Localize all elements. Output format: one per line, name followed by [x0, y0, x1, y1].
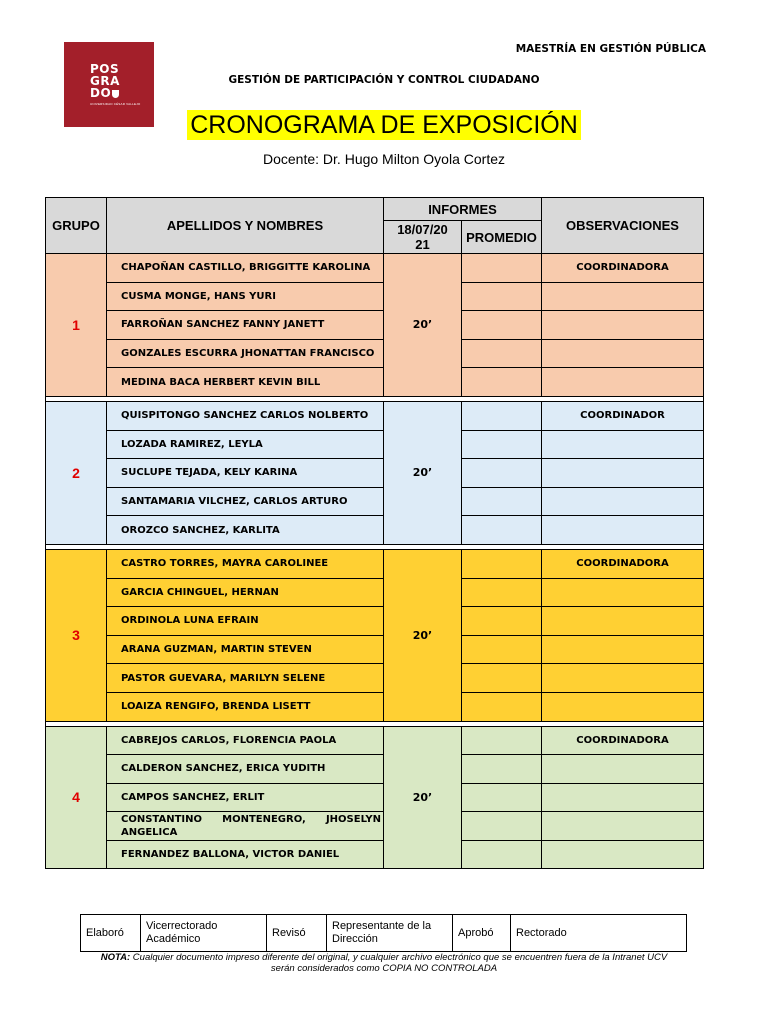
exposition-time: 20’ — [384, 726, 462, 869]
table-row — [46, 664, 704, 693]
group-number: 3 — [46, 549, 107, 721]
elaboro-value: Vicerrectorado Académico — [141, 915, 267, 952]
observation-cell: COORDINADOR — [542, 401, 704, 430]
logo-subtitle: UNIVERSIDAD CÉSAR VALLEJO — [90, 102, 141, 106]
table-row — [46, 840, 704, 869]
shield-icon — [112, 90, 119, 98]
promedio-cell — [462, 755, 542, 784]
observation-cell — [542, 840, 704, 869]
observation-cell — [542, 607, 704, 636]
page-title: CRONOGRAMA DE EXPOSICIÓN — [187, 110, 581, 140]
table-row — [46, 430, 704, 459]
observation-cell — [542, 635, 704, 664]
header-informes: INFORMES — [384, 198, 542, 221]
promedio-cell — [462, 635, 542, 664]
promedio-cell — [462, 254, 542, 283]
observation-cell — [542, 339, 704, 368]
observation-cell — [542, 812, 704, 841]
promedio-cell — [462, 516, 542, 545]
observation-cell — [542, 516, 704, 545]
table-row — [46, 549, 704, 578]
table-row — [46, 459, 704, 488]
table-row — [46, 755, 704, 784]
member-name: CAMPOS SANCHEZ, ERLIT — [107, 783, 384, 812]
group-number: 1 — [46, 254, 107, 397]
table-row — [46, 487, 704, 516]
reviso-value: Representante de la Dirección — [327, 915, 453, 952]
observation-cell — [542, 692, 704, 721]
member-name: GONZALES ESCURRA JHONATTAN FRANCISCO — [107, 339, 384, 368]
table-row — [46, 726, 704, 755]
observation-cell — [542, 430, 704, 459]
observation-cell: COORDINADORA — [542, 549, 704, 578]
exposition-time: 20’ — [384, 549, 462, 721]
observation-cell: COORDINADORA — [542, 726, 704, 755]
promedio-cell — [462, 607, 542, 636]
table-row — [46, 282, 704, 311]
promedio-cell — [462, 692, 542, 721]
member-name: FERNANDEZ BALLONA, VICTOR DANIEL — [107, 840, 384, 869]
member-name: SANTAMARIA VILCHEZ, CARLOS ARTURO — [107, 487, 384, 516]
member-name: CONSTANTINO MONTENEGRO, JHOSELYN ANGELICA — [107, 812, 384, 841]
table-row — [46, 578, 704, 607]
observation-cell — [542, 664, 704, 693]
observation-cell: COORDINADORA — [542, 254, 704, 283]
table-row — [46, 339, 704, 368]
course-name: GESTIÓN DE PARTICIPACIÓN Y CONTROL CIUDADANO — [228, 74, 540, 86]
promedio-cell — [462, 459, 542, 488]
table-row — [46, 783, 704, 812]
table-row — [46, 635, 704, 664]
group-number: 2 — [46, 401, 107, 544]
table-row — [46, 607, 704, 636]
promedio-cell — [462, 578, 542, 607]
footer-note: NOTA: Cualquier documento impreso diferente del original, y cualquier archivo electrónico que se encuentren fuera de la Intranet UCV serán considerados como COPIA NO CONTROLADA — [100, 952, 668, 974]
header-observaciones: OBSERVACIONES — [542, 198, 704, 254]
promedio-cell — [462, 368, 542, 397]
program-name: MAESTRÍA EN GESTIÓN PÚBLICA — [515, 43, 706, 55]
member-name: ARANA GUZMAN, MARTIN STEVEN — [107, 635, 384, 664]
promedio-cell — [462, 311, 542, 340]
promedio-cell — [462, 783, 542, 812]
table-row — [46, 692, 704, 721]
header-promedio: PROMEDIO — [462, 221, 542, 254]
member-name: SUCLUPE TEJADA, KELY KARINA — [107, 459, 384, 488]
member-name: LOZADA RAMIREZ, LEYLA — [107, 430, 384, 459]
exposition-time: 20’ — [384, 254, 462, 397]
observation-cell — [542, 368, 704, 397]
reviso-label: Revisó — [267, 915, 327, 952]
docente-line: Docente: Dr. Hugo Milton Oyola Cortez — [263, 151, 505, 167]
observation-cell — [542, 487, 704, 516]
member-name: MEDINA BACA HERBERT KEVIN BILL — [107, 368, 384, 397]
member-name: QUISPITONGO SANCHEZ CARLOS NOLBERTO — [107, 401, 384, 430]
logo-line-3: DO — [90, 87, 119, 99]
header-date: 18/07/20 21 — [384, 221, 462, 254]
member-name: OROZCO SANCHEZ, KARLITA — [107, 516, 384, 545]
promedio-cell — [462, 487, 542, 516]
promedio-cell — [462, 664, 542, 693]
member-name: CALDERON SANCHEZ, ERICA YUDITH — [107, 755, 384, 784]
observation-cell — [542, 282, 704, 311]
approval-table — [80, 914, 687, 952]
table-row — [46, 368, 704, 397]
table-row — [46, 254, 704, 283]
logo-line-2: GRA — [90, 74, 120, 88]
member-name: GARCIA CHINGUEL, HERNAN — [107, 578, 384, 607]
promedio-cell — [462, 549, 542, 578]
header-nombres: APELLIDOS Y NOMBRES — [107, 198, 384, 254]
promedio-cell — [462, 282, 542, 311]
promedio-cell — [462, 726, 542, 755]
observation-cell — [542, 311, 704, 340]
promedio-cell — [462, 840, 542, 869]
observation-cell — [542, 755, 704, 784]
schedule-table — [45, 197, 704, 869]
aprobo-label: Aprobó — [453, 915, 511, 952]
promedio-cell — [462, 430, 542, 459]
exposition-time: 20’ — [384, 401, 462, 544]
table-row — [46, 812, 704, 841]
member-name: CUSMA MONGE, HANS YURI — [107, 282, 384, 311]
observation-cell — [542, 783, 704, 812]
promedio-cell — [462, 401, 542, 430]
member-name: CABREJOS CARLOS, FLORENCIA PAOLA — [107, 726, 384, 755]
observation-cell — [542, 459, 704, 488]
aprobo-value: Rectorado — [511, 915, 687, 952]
table-row — [46, 311, 704, 340]
promedio-cell — [462, 812, 542, 841]
logo-line-1: POS — [90, 62, 120, 76]
observation-cell — [542, 578, 704, 607]
header-grupo: GRUPO — [46, 198, 107, 254]
member-name: ORDINOLA LUNA EFRAIN — [107, 607, 384, 636]
group-number: 4 — [46, 726, 107, 869]
elaboro-label: Elaboró — [81, 915, 141, 952]
promedio-cell — [462, 339, 542, 368]
table-row — [46, 401, 704, 430]
member-name: CHAPOÑAN CASTILLO, BRIGGITTE KAROLINA — [107, 254, 384, 283]
member-name: FARROÑAN SANCHEZ FANNY JANETT — [107, 311, 384, 340]
member-name: PASTOR GUEVARA, MARILYN SELENE — [107, 664, 384, 693]
table-row — [46, 516, 704, 545]
member-name: LOAIZA RENGIFO, BRENDA LISETT — [107, 692, 384, 721]
member-name: CASTRO TORRES, MAYRA CAROLINEE — [107, 549, 384, 578]
